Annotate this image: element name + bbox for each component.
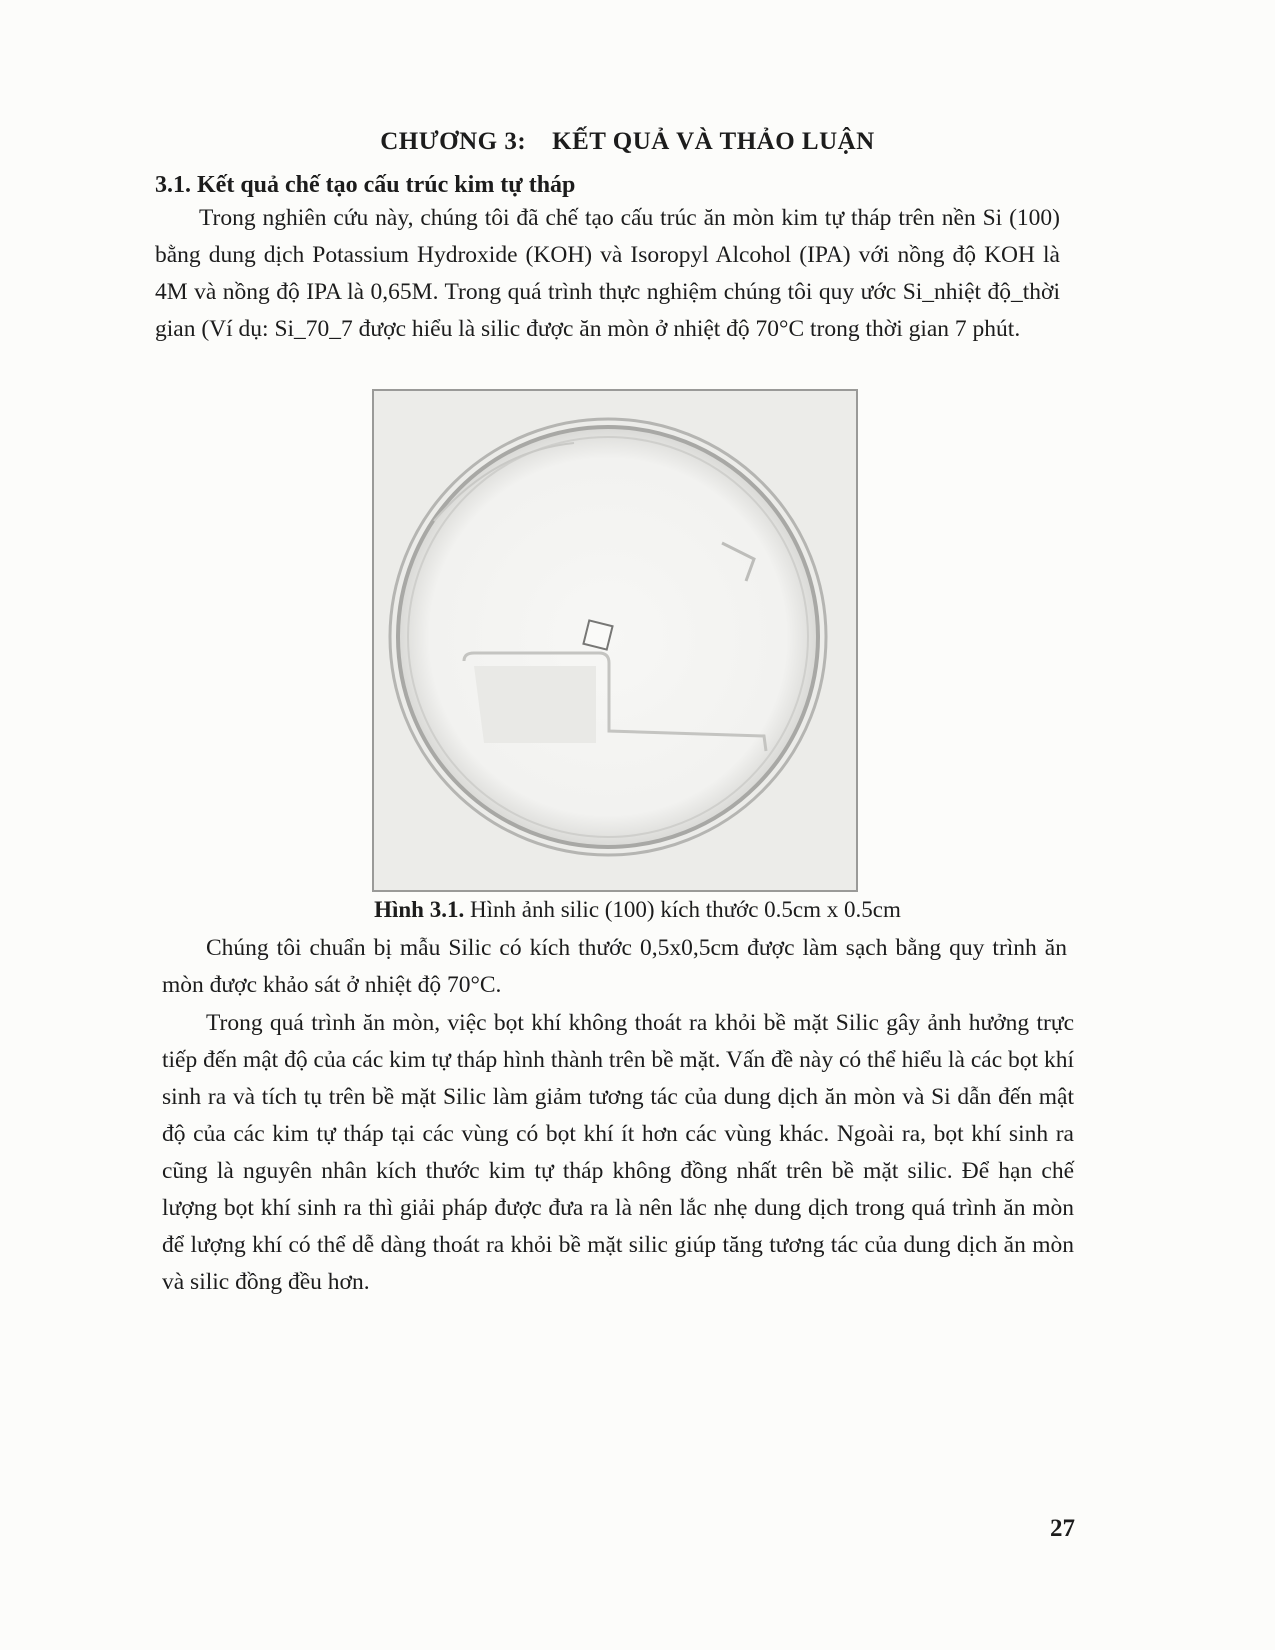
liquid-region bbox=[474, 666, 596, 743]
figure-caption bbox=[0, 897, 1275, 923]
chapter-title bbox=[0, 128, 1255, 156]
chapter-number: CHƯƠNG 3: bbox=[380, 128, 527, 155]
paragraph-intro: Trong nghiên cứu này, chúng tôi đã chế tạo cấu trúc ăn mòn kim tự tháp trên nền Si (100) bằng dung dịch Potassium Hydroxide (KOH) và Isoropyl Alcohol (IPA) với nồng độ KOH là 4M và nồng độ IPA là 0,65M. Trong quá trình thực nghiệm chúng tôi quy ước Si_nhiệt độ_thời gian (Ví dụ: Si_70_7 được hiểu là silic được ăn mòn ở nhiệt độ 70°C trong thời gian 7 phút. bbox=[155, 205, 1060, 342]
paragraph-sample-prep: Chúng tôi chuẩn bị mẫu Silic có kích thước 0,5x0,5cm được làm sạch bằng quy trình ăn mòn được khảo sát ở nhiệt độ 70°C. bbox=[162, 935, 1067, 998]
petri-dish-illustration bbox=[374, 391, 856, 890]
page-number: 27 bbox=[1050, 1515, 1075, 1542]
paragraph-bubbles: Trong quá trình ăn mòn, việc bọt khí không thoát ra khỏi bề mặt Silic gây ảnh hưởng trực tiếp đến mật độ của các kim tự tháp hình thành trên bề mặt. Vấn đề này có thể hiểu là các bọt khí sinh ra và tích tụ trên bề mặt Silic làm giảm tương tác của dung dịch ăn mòn và Si dẫn đến mật độ của các kim tự tháp tại các vùng có bọt khí ít hơn các vùng khác. Ngoài ra, bọt khí sinh ra cũng là nguyên nhân kích thước kim tự tháp không đồng nhất trên bề mặt silic. Để hạn chế lượng bọt khí sinh ra thì giải pháp được đưa ra là nên lắc nhẹ dung dịch trong quá trình ăn mòn để lượng khí có thể dễ dàng thoát ra khỏi bề mặt silic giúp tăng tương tác của dung dịch ăn mòn và silic đồng đều hơn. bbox=[162, 1010, 1074, 1295]
figure-petri-dish-photo bbox=[372, 389, 858, 892]
chapter-name: KẾT QUẢ VÀ THẢO LUẬN bbox=[552, 128, 875, 155]
figure-label: Hình 3.1. bbox=[374, 897, 465, 922]
silicon-sample bbox=[583, 620, 612, 649]
figure-caption-text: Hình ảnh silic (100) kích thước 0.5cm x 0.5cm bbox=[469, 897, 901, 922]
section-heading: 3.1. Kết quả chế tạo cấu trúc kim tự tháp bbox=[155, 172, 576, 198]
